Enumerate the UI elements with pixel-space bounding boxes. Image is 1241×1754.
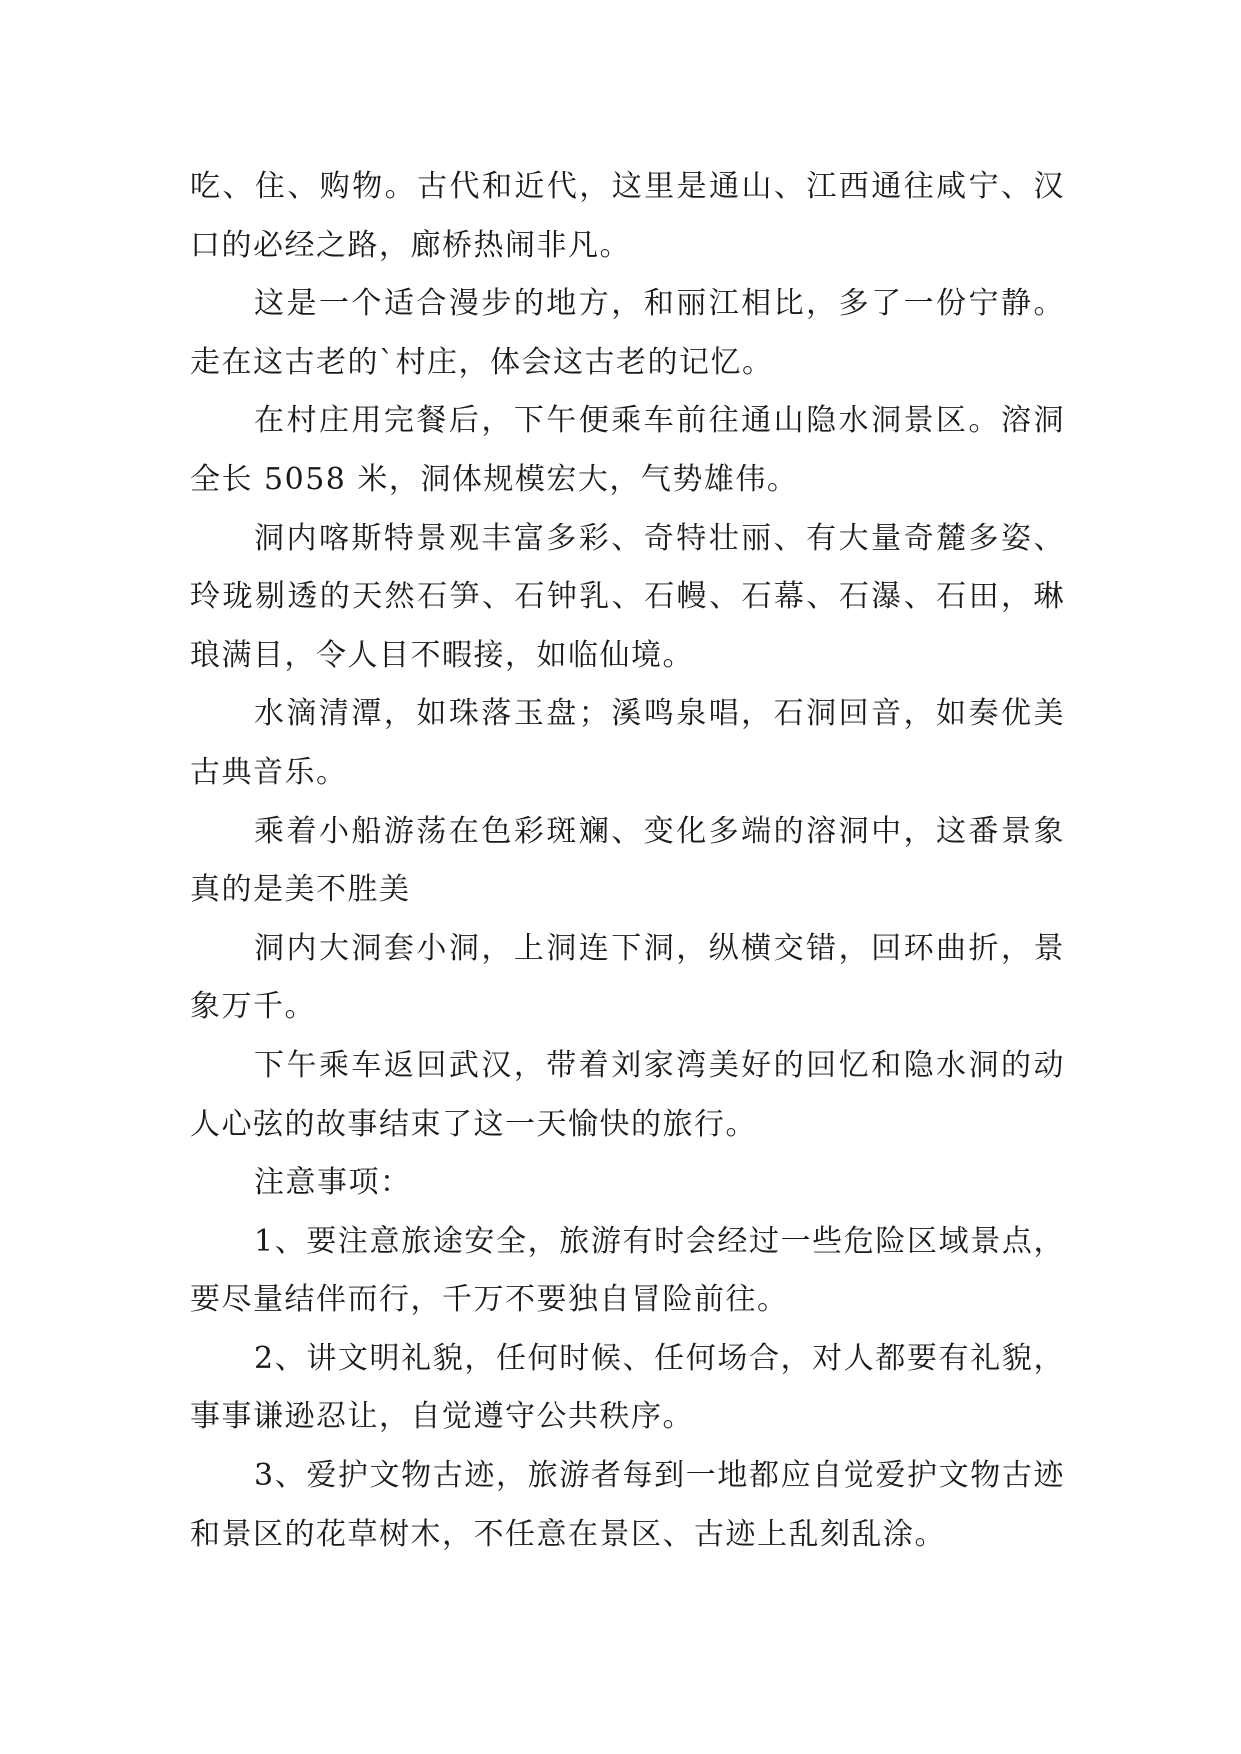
paragraph-5: 水滴清潭，如珠落玉盘；溪鸣泉唱，石洞回音，如奏优美古典音乐。 [190,696,1065,790]
note-item-1: 1、要注意旅途安全，旅游有时会经过一些危险区域景点，要尽量结伴而行，千万不要独自冒险前往。 [190,1223,1065,1318]
paragraph-4: 洞内喀斯特景观丰富多彩、奇特壮丽、有大量奇麓多姿、玲珑剔透的天然石笋、石钟乳、石幔、石幕、石瀑、石田，琳琅满目，令人目不暇接，如临仙境。 [190,520,1065,673]
paragraph-1: 吃、住、购物。古代和近代，这里是通山、江西通往咸宁、汉口的必经之路，廊桥热闹非凡。 [190,169,1065,263]
paragraph-7: 洞内大洞套小洞，上洞连下洞，纵横交错，回环曲折，景象万千。 [190,930,1065,1025]
paragraph-3: 在村庄用完餐后，下午便乘车前往通山隐水洞景区。溶洞全长 5058 米，洞体规模宏大，气势雄伟。 [190,403,1065,497]
notes-heading: 注意事项： [254,1165,412,1201]
paragraph-8: 下午乘车返回武汉，带着刘家湾美好的回忆和隐水洞的动人心弦的故事结束了这一天愉快的旅行。 [190,1047,1065,1142]
paragraph-6: 乘着小船游荡在色彩斑斓、变化多端的溶洞中，这番景象真的是美不胜美 [190,813,1065,908]
paragraph-2: 这是一个适合漫步的地方，和丽江相比，多了一份宁静。走在这古老的`村庄，体会这古老的记忆。 [190,286,1065,380]
note-item-3: 3、爱护文物古迹，旅游者每到一地都应自觉爱护文物古迹和景区的花草树木，不任意在景区、古迹上乱刻乱涂。 [190,1458,1065,1552]
document-body [190,158,1065,1564]
note-item-2: 2、讲文明礼貌，任何时候、任何场合，对人都要有礼貌，事事谦逊忍让，自觉遵守公共秩序。 [190,1340,1065,1435]
